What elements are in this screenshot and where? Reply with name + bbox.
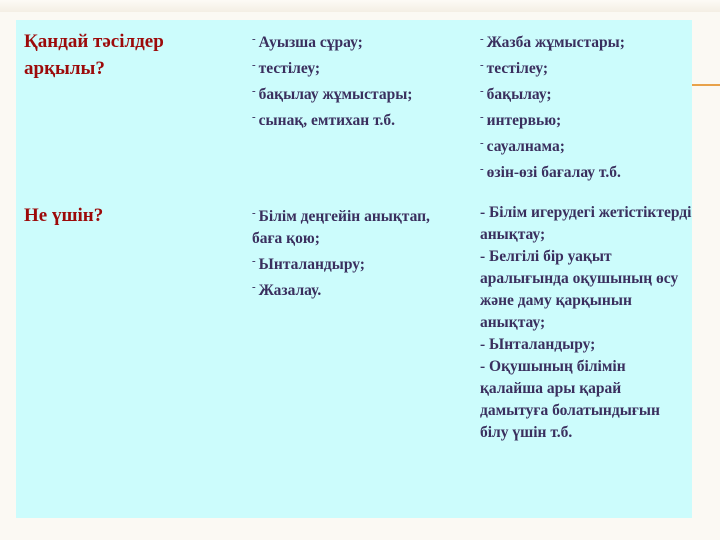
- row-how-col2: [480, 28, 690, 184]
- list-item: - Белгілі бір уақыт аралығында оқушының өсу және даму қарқынын анықтау;: [480, 248, 679, 331]
- methods-table: [16, 20, 692, 518]
- row-why-col1: [252, 202, 452, 302]
- list-item: - Жазба жұмыстары;: [480, 33, 625, 51]
- list-item: - Ауызша сұрау;: [252, 33, 363, 51]
- row-header-why: Не үшін?: [24, 205, 104, 226]
- list-item: - Жазалау.: [252, 281, 322, 299]
- list-item: - Оқушының білімін қалайша ары қарай дамытуға болатындығын білу үшін т.б.: [480, 358, 660, 441]
- how-oral-methods-list: [252, 28, 478, 132]
- list-item: - сауалнама;: [480, 137, 565, 155]
- list-item: - Білім деңгейін анықтап, баға қою;: [252, 207, 430, 247]
- row-header-how: Қандай тәсілдер арқылы?: [24, 31, 164, 79]
- list-item: - бақылау жұмыстары;: [252, 85, 413, 103]
- why-teacher-goals-list: [252, 202, 452, 302]
- list-item: - өзін-өзі бағалау т.б.: [480, 163, 621, 181]
- list-item: - интервью;: [480, 111, 562, 129]
- slide-top-band: [0, 0, 720, 12]
- list-item: - сынақ, емтихан т.б.: [252, 111, 396, 129]
- list-item: - Ынталандыру;: [480, 336, 596, 353]
- list-item: - тестілеу;: [252, 59, 321, 77]
- row-how-col1: [252, 28, 478, 132]
- how-written-methods-list: [480, 28, 690, 184]
- list-item: - Білім игерудегі жетістіктерді анықтау;: [480, 204, 692, 243]
- list-item: - Ынталандыру;: [252, 255, 365, 273]
- list-item: - тестілеу;: [480, 59, 549, 77]
- list-item: - бақылау;: [480, 85, 552, 103]
- row-why-col2: [480, 202, 692, 444]
